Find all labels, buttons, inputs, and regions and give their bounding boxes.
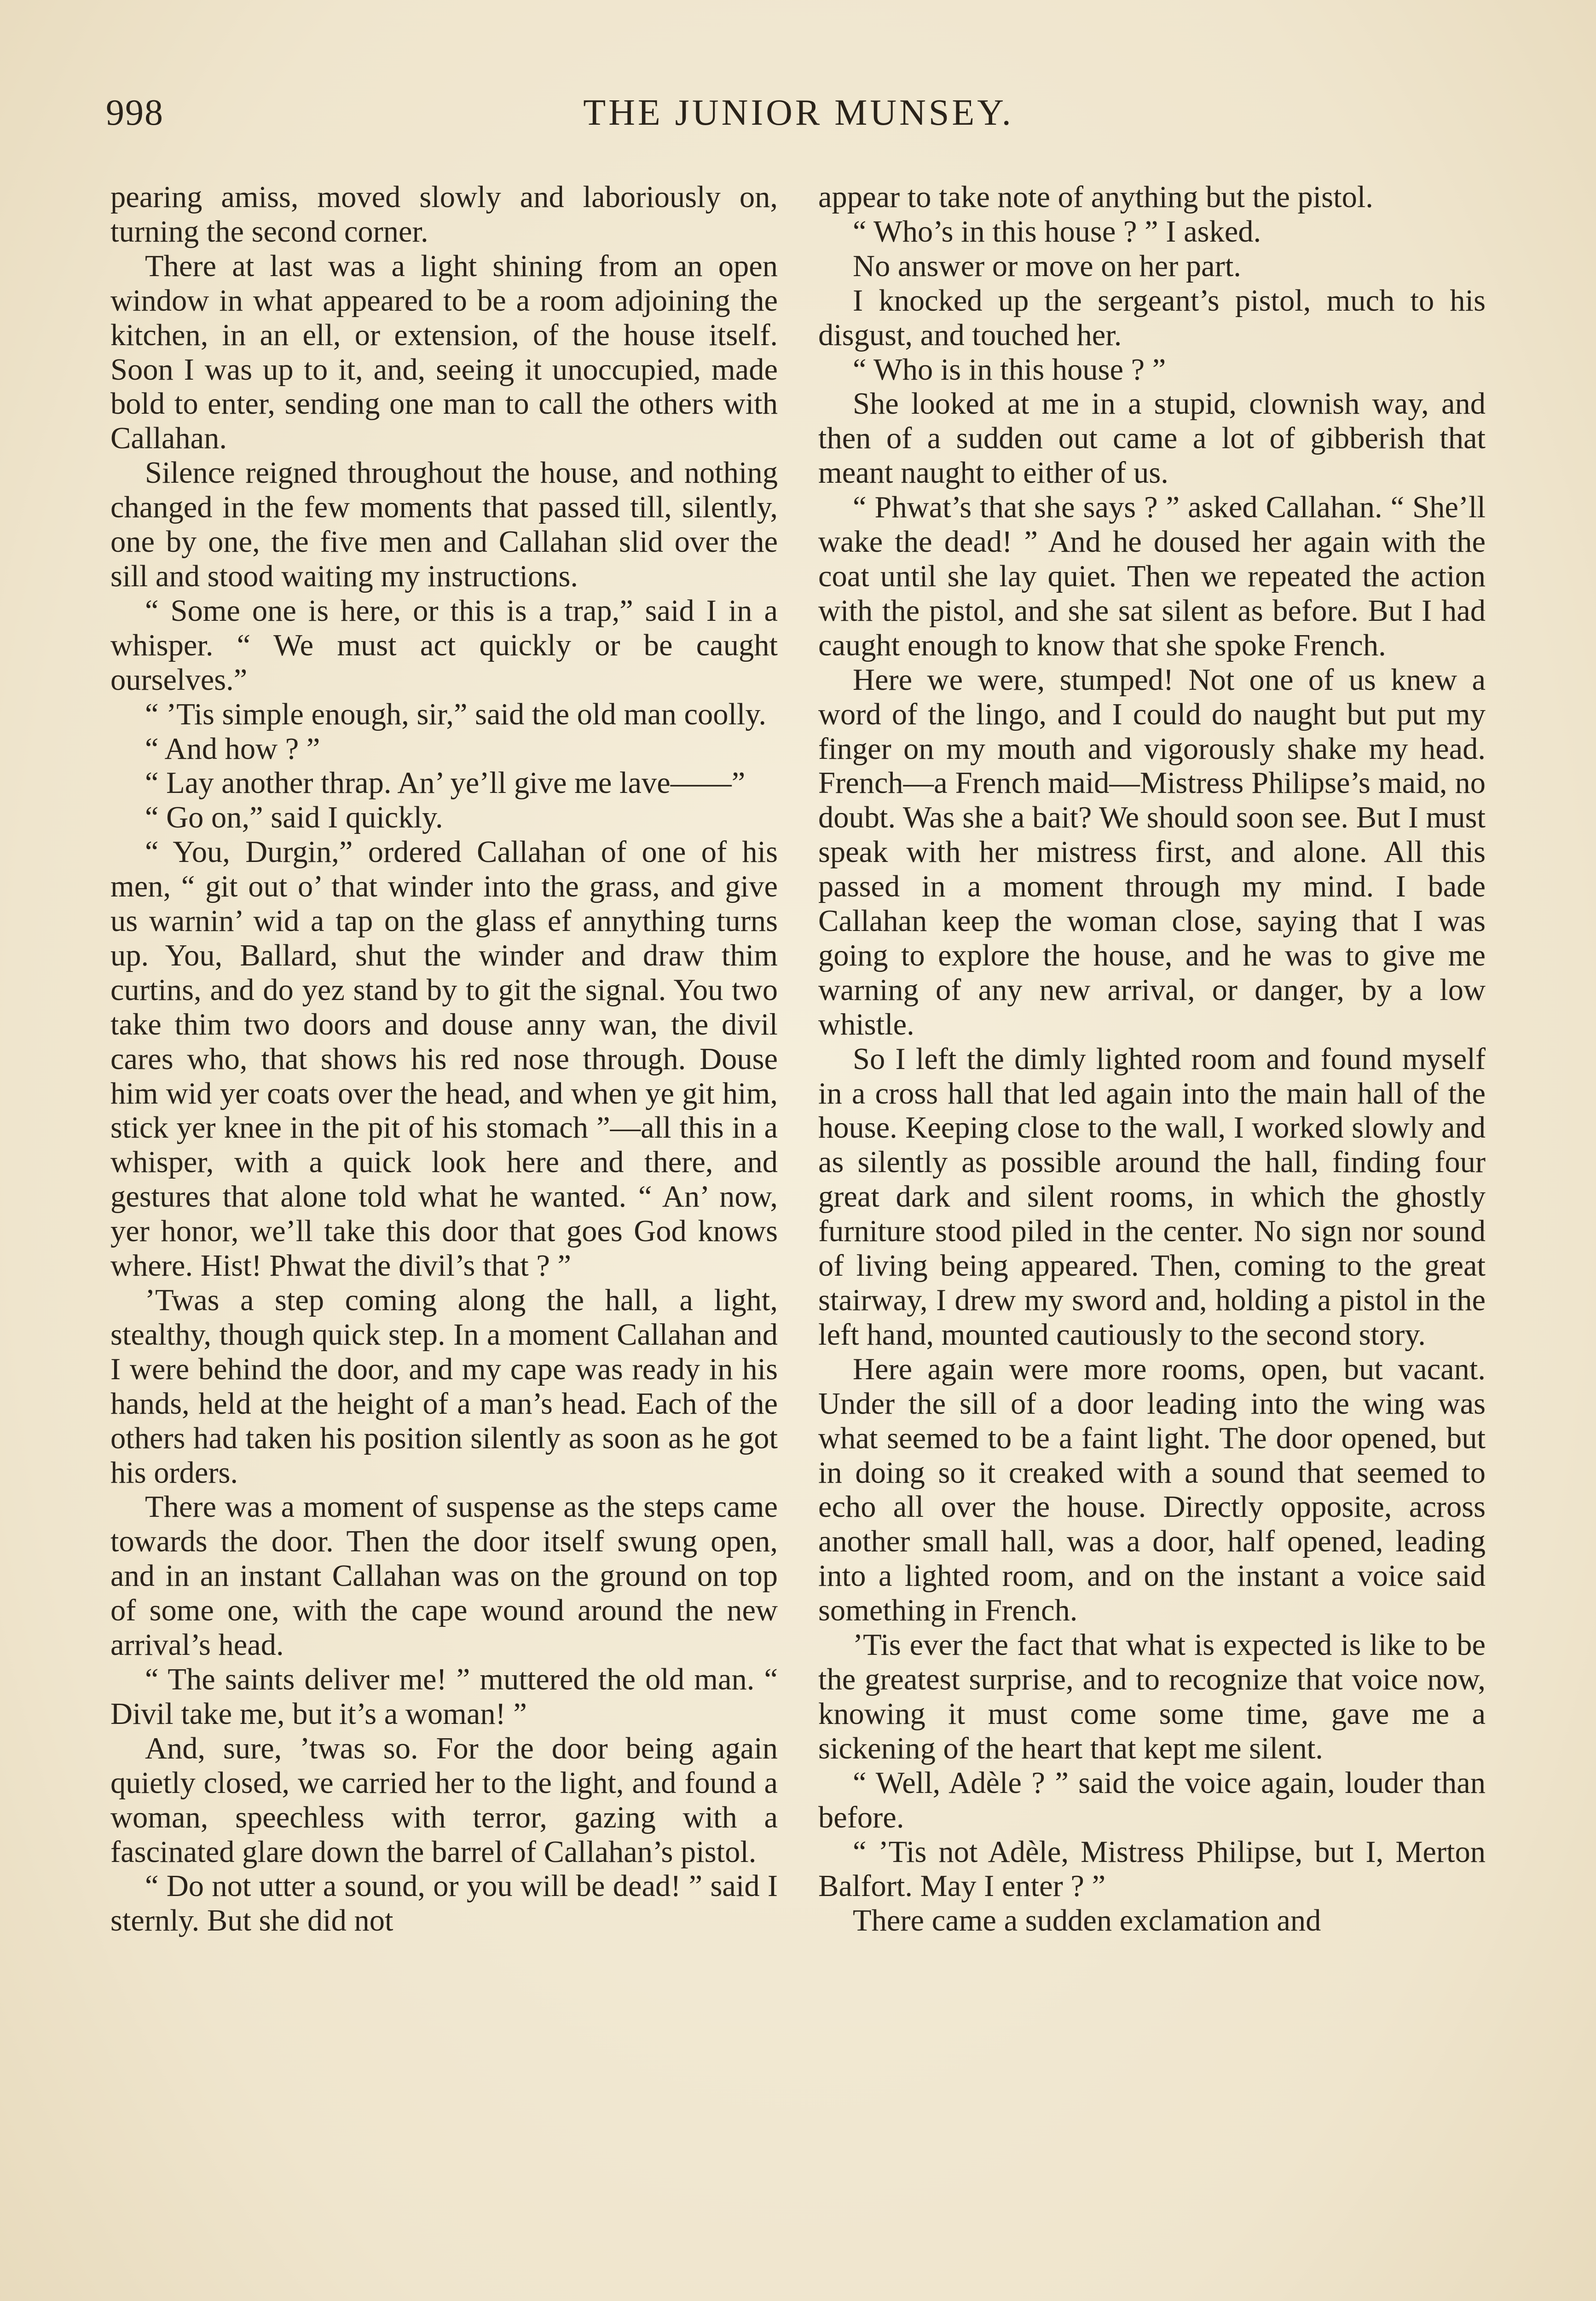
paragraph: There was a moment of suspense as the steps came towards the door. Then the door itself swung open, and in an instant Callahan was on the ground on top of some one, with the cape wound around the new arrival’s head. bbox=[110, 1490, 778, 1662]
paragraph: “ Go on,” said I quickly. bbox=[145, 801, 443, 835]
paragraph: “ Do not utter a sound, or you will be dead! ” said I sternly. But she did not bbox=[110, 1869, 778, 1938]
page-number: 998 bbox=[106, 93, 164, 133]
paragraph: “ Well, Adèle ? ” said the voice again, louder than before. bbox=[818, 1766, 1486, 1834]
right-column bbox=[818, 180, 1486, 1938]
paragraph: And, sure, ’twas so. For the door being again quietly closed, we carried her to the light, and found a woman, speechless with terror, gazing with a fascinated glare down the barrel of Callahan’s pistol. bbox=[110, 1731, 778, 1869]
paragraph: “ And how ? ” bbox=[145, 732, 320, 766]
paragraph: There at last was a light shining from an open window in what appeared to be a room adjoining the kitchen, in an ell, or extension, of the house itself. Soon I was up to it, and, seeing it unoccupied, made bold to enter, sending one man to call the others with Callahan. bbox=[110, 249, 778, 456]
paragraph: “ Phwat’s that she says ? ” asked Callahan. “ She’ll wake the dead! ” And he doused her again with the coat until she lay quiet. Then we repeated the action with the pistol, and she sat silent as before. But I had caught enough to know that she spoke French. bbox=[818, 491, 1486, 662]
paragraph: Here again were more rooms, open, but vacant. Under the sill of a door leading into the wing was what seemed to be a faint light. The door opened, but in doing so it creaked with a sound that seemed to echo all over the house. Directly opposite, across another small hall, was a door, half opened, leading into a lighted room, and on the instant a voice said something in French. bbox=[818, 1352, 1486, 1628]
paragraph: So I left the dimly lighted room and found myself in a cross hall that led again into the main hall of the house. Keeping close to the wall, I worked slowly and as silently as possible around the hall, finding four great dark and silent rooms, in which the ghostly furniture stood piled in the center. No sign nor sound of living being appeared. Then, coming to the great stairway, I drew my sword and, holding a pistol in the left hand, mounted cautiously to the second story. bbox=[818, 1042, 1486, 1352]
left-column bbox=[110, 180, 778, 1938]
paragraph: “ Lay another thrap. An’ ye’ll give me lave——” bbox=[145, 766, 746, 800]
paragraph: “ ’Tis simple enough, sir,” said the old man coolly. bbox=[145, 697, 766, 731]
paragraph: “ The saints deliver me! ” muttered the old man. “ Divil take me, but it’s a woman! ” bbox=[110, 1662, 778, 1731]
paragraph: There came a sudden exclamation and bbox=[853, 1904, 1321, 1938]
paragraph: “ Who is in this house ? ” bbox=[853, 353, 1166, 387]
paragraph: ’Tis ever the fact that what is expected is like to be the greatest surprise, and to recognize that voice now, knowing it must come some time, gave me a sickening of the heart that kept me silent. bbox=[818, 1628, 1486, 1765]
paragraph: ’Twas a step coming along the hall, a light, stealthy, though quick step. In a moment Callahan and I were behind the door, and my cape was ready in his hands, held at the height of a man’s head. Each of the others had taken his position silently as soon as he got his orders. bbox=[110, 1283, 778, 1490]
paragraph: She looked at me in a stupid, clownish way, and then of a sudden out came a lot of gibberish that meant naught to either of us. bbox=[818, 387, 1486, 490]
paragraph: I knocked up the sergeant’s pistol, much to his disgust, and touched her. bbox=[818, 283, 1486, 352]
paragraph: “ You, Durgin,” ordered Callahan of one of his men, “ git out o’ that winder into the grass, and give us warnin’ wid a tap on the glass ef annything turns up. You, Ballard, shut the winder and draw thim curtins, and do yez stand by to git the signal. You two take thim two doors and douse anny wan, the divil cares who, that shows his red nose through. Douse him wid yer coats over the head, and when ye git him, stick yer knee in the pit of his stomach ”—all this in a whisper, with a quick look here and there, and gestures that alone told what he wanted. “ An’ now, yer honor, we’ll take this door that goes God knows where. Hist! Phwat the divil’s that ? ” bbox=[110, 835, 778, 1283]
paragraph: “ ’Tis not Adèle, Mistress Philipse, but I, Merton Balfort. May I enter ? ” bbox=[818, 1835, 1486, 1903]
running-title: THE JUNIOR MUNSEY. bbox=[583, 93, 1014, 133]
page-header bbox=[106, 92, 1491, 147]
paragraph: No answer or move on her part. bbox=[853, 249, 1241, 283]
paragraph: appear to take note of anything but the pistol. bbox=[818, 180, 1373, 214]
paragraph: “ Some one is here, or this is a trap,” said I in a whisper. “ We must act quickly or be caught ourselves.” bbox=[110, 594, 778, 697]
paragraph: “ Who’s in this house ? ” I asked. bbox=[853, 214, 1261, 249]
paragraph: Silence reigned throughout the house, and nothing changed in the few moments that passed till, silently, one by one, the five men and Callahan slid over the sill and stood waiting my instructions. bbox=[110, 456, 778, 593]
paragraph: pearing amiss, moved slowly and laboriously on, turning the second corner. bbox=[110, 180, 778, 249]
paragraph: Here we were, stumped! Not one of us knew a word of the lingo, and I could do naught but put my finger on my mouth and vigorously shake my head. French—a French maid—Mistress Philipse’s maid, no doubt. Was she a bait? We should soon see. But I must speak with her mistress first, and alone. All this passed in a moment through my mind. I bade Callahan keep the woman close, saying that I was going to explore the house, and he was to give me warning of any new arrival, or danger, by a low whistle. bbox=[818, 663, 1486, 1041]
